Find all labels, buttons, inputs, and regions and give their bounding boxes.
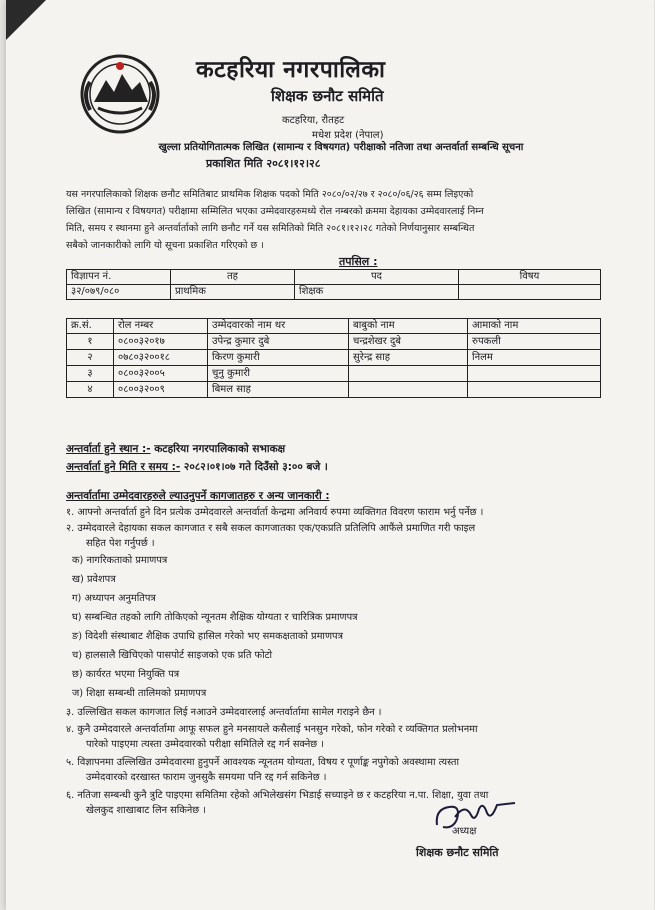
notice-title: खुल्ला प्रतियोगितात्मक लिखित (सामान्य र विषयगत) परीक्षाको नतिजा तथा अन्तर्वार्ता सम्बन्धि सूचना bbox=[158, 142, 524, 153]
table-row bbox=[67, 382, 601, 398]
signatory-role: अध्यक्ष bbox=[452, 826, 477, 837]
doc-line: च) हालसालै खिचिएको पासपोर्ट साइजको एक प्रति फोटो bbox=[72, 650, 273, 661]
address-line-1: कटहरिया, रौतहट bbox=[282, 115, 345, 126]
intro-line: यस नगरपालिकाको शिक्षक छनौट समितिबाट प्राथमिक शिक्षक पदको मिति २०८०/०२/२७ र २०८०/०६/२६ सम्म लिइएको bbox=[66, 189, 474, 200]
table-cell: चुनु कुमारी bbox=[208, 366, 349, 382]
interview-place bbox=[66, 442, 285, 456]
col-header: बाबुको नाम bbox=[349, 319, 468, 334]
documents-heading: अन्तर्वार्तामा उम्मेदवारहरुले ल्याउनुपर्ने कागजातहरु र अन्य जानकारी : bbox=[66, 490, 330, 502]
tapasil-heading: तपसिल : bbox=[339, 255, 378, 268]
table-cell: ०७८०३२००१८ bbox=[114, 350, 208, 366]
doc-line: घ) सम्बन्धित तहको लागि तोकिएको न्यूनतम शैक्षिक योग्यता र चारित्रिक प्रमाणपत्र bbox=[72, 612, 358, 623]
table-cell: किरण कुमारी bbox=[208, 350, 349, 366]
doc-line: खेलकुद शाखाबाट लिन सकिनेछ । bbox=[86, 805, 206, 816]
committee-subtitle: शिक्षक छनौट समिति bbox=[271, 87, 384, 105]
table-cell bbox=[468, 382, 601, 398]
vacancy-table bbox=[66, 269, 601, 300]
intro-line: लिखित (सामान्य र विषयगत) परीक्षामा सम्मिलित भएका उम्मेदवारहरुमध्ये रोल नम्बरको क्रममा देहायका उम्मेदवारलाई निम्न bbox=[66, 206, 484, 217]
doc-line: २. उम्मेदवारले देहायका सकल कागजात र सबै सकल कागजातका एक/एकप्रति प्रतिलिपि आफैंले प्रमाणित गरी फाइल bbox=[66, 523, 476, 534]
signatory-organization: शिक्षक छनौट समिति bbox=[416, 846, 499, 859]
col-header: विज्ञापन नं. bbox=[67, 270, 171, 285]
interview-time-label: अन्तर्वार्ता हुने मिति र समय :- bbox=[66, 461, 181, 473]
intro-paragraph bbox=[66, 186, 596, 254]
doc-line: ३. उल्लिखित सकल कागजात लिई नआउने उम्मेदवारलाई अन्तर्वार्तामा सामेल गराइने छैन । bbox=[66, 707, 382, 718]
table-cell: २ bbox=[67, 350, 114, 366]
doc-line: ज) शिक्षा सम्बन्धी तालिमको प्रमाणपत्र bbox=[72, 688, 207, 699]
intro-line: सबैको जानकारीको लागि यो सूचना प्रकाशित गरिएको छ । bbox=[66, 240, 264, 251]
doc-line: सहित पेश गर्नुपर्छ । bbox=[86, 538, 155, 549]
table-cell: ४ bbox=[67, 382, 114, 398]
table-row bbox=[67, 350, 601, 366]
table-cell: बिमल साह bbox=[208, 382, 349, 398]
table-cell: सुरेन्द्र साह bbox=[349, 350, 468, 366]
table-row bbox=[67, 366, 601, 382]
municipality-title: कटहरिया नगरपालिका bbox=[196, 57, 386, 83]
address-line-2: मधेश प्रदेश (नेपाल) bbox=[312, 130, 384, 141]
doc-line: छ) कार्यरत भएमा नियुक्ति पत्र bbox=[72, 669, 180, 680]
col-header: तह bbox=[171, 270, 295, 285]
doc-line: पारेको पाइएमा त्यस्ता उम्मेदवारको परीक्षा समितिले रद्द गर्न सक्नेछ । bbox=[86, 739, 324, 750]
table-cell: ०८००३२००९ bbox=[114, 382, 208, 398]
col-header: क्र.सं. bbox=[67, 319, 114, 334]
table-cell: प्राथमिक bbox=[171, 285, 295, 300]
doc-line: ५. विज्ञापनमा उल्लिखित उम्मेदवारमा हुनुपर्ने आवश्यक न्यूनतम योग्यता, विषय र पूर्णाङ्क नपुगेको अवस्थामा त्यस्ता bbox=[66, 757, 460, 768]
table-cell: निलम bbox=[468, 350, 601, 366]
col-header: आमाको नाम bbox=[468, 319, 601, 334]
interview-place-label: अन्तर्वार्ता हुने स्थान :- bbox=[66, 443, 151, 455]
col-header: विषय bbox=[459, 270, 601, 285]
table-row bbox=[67, 285, 601, 300]
document-page bbox=[6, 0, 654, 910]
table-cell: चन्द्रशेखर दुबे bbox=[349, 334, 468, 350]
intro-line: मिति, समय र स्थानमा हुने अन्तर्वार्ताको लागि छनौट गर्ने यस समितिको मिति २०८१।१२।२८ गतेको निर्णयानुसार सम्बन्धित bbox=[66, 223, 475, 234]
table-cell: उपेन्द्र कुमार दुबे bbox=[208, 334, 349, 350]
table-cell bbox=[349, 382, 468, 398]
doc-line: ङ) विदेशी संस्थाबाट शैक्षिक उपाधि हासिल गरेको भए समकक्षताको प्रमाणपत्र bbox=[72, 631, 344, 642]
table-row bbox=[67, 334, 601, 350]
interview-place-value: कटहरिया नगरपालिकाको सभाकक्ष bbox=[154, 443, 286, 455]
doc-line: ग) अध्यापन अनुमतिपत्र bbox=[72, 593, 156, 604]
table-cell: ३ bbox=[67, 366, 114, 382]
table-header-row bbox=[67, 319, 601, 334]
municipality-logo-icon bbox=[78, 52, 162, 136]
candidate-table bbox=[66, 318, 601, 398]
table-cell bbox=[349, 366, 468, 382]
interview-time-value: २०८२।०१।०७ गते दिउँसो ३:०० बजे । bbox=[183, 461, 328, 473]
table-cell bbox=[459, 285, 601, 300]
table-cell: ०८००३२००५ bbox=[114, 366, 208, 382]
table-cell: ३२/०७९/०८० bbox=[67, 285, 171, 300]
doc-line: १. आफ्नो अन्तर्वार्ता हुने दिन प्रत्येक उम्मेदवारले अन्तर्वार्ता केन्द्रमा अनिवार्य रुपमा व्यक्तिगत विवरण फाराम भर्नु पर्नेछ । bbox=[66, 507, 484, 518]
table-header-row bbox=[67, 270, 601, 285]
doc-line: उम्मेदवारको दरखास्त फाराम जुनसुकै समयमा पनि रद्द गर्न सकिनेछ । bbox=[86, 772, 327, 783]
table-cell: ०८००३२०१७ bbox=[114, 334, 208, 350]
table-cell: १ bbox=[67, 334, 114, 350]
doc-line: ख) प्रवेशपत्र bbox=[72, 574, 116, 585]
published-date: प्रकाशित मिति २०८१।१२।२८ bbox=[206, 157, 321, 170]
page-corner bbox=[6, 0, 46, 40]
table-cell: शिक्षक bbox=[295, 285, 459, 300]
table-cell: रुपकली bbox=[468, 334, 601, 350]
interview-time bbox=[66, 460, 328, 474]
doc-line: ४. कुनै उम्मेदवारले अन्तर्वार्तामा आफू सफल हुने मनसायले कसैलाई भनसुन गरेको, फोन गरेको र व्यक्तिगत प्रलोभनमा bbox=[66, 724, 478, 735]
doc-line: क) नागरिकताको प्रमाणपत्र bbox=[72, 555, 168, 566]
col-header: उम्मेदवारको नाम थर bbox=[208, 319, 349, 334]
table-cell bbox=[468, 366, 601, 382]
col-header: रोल नम्बर bbox=[114, 319, 208, 334]
col-header: पद bbox=[295, 270, 459, 285]
doc-line: ६. नतिजा सम्बन्धी कुनै त्रुटि पाइएमा समितिमा रहेको अभिलेखसंग भिडाई सच्याइने छ र कटहरिया न.पा. शिक्षा, युवा तथा bbox=[66, 790, 489, 801]
